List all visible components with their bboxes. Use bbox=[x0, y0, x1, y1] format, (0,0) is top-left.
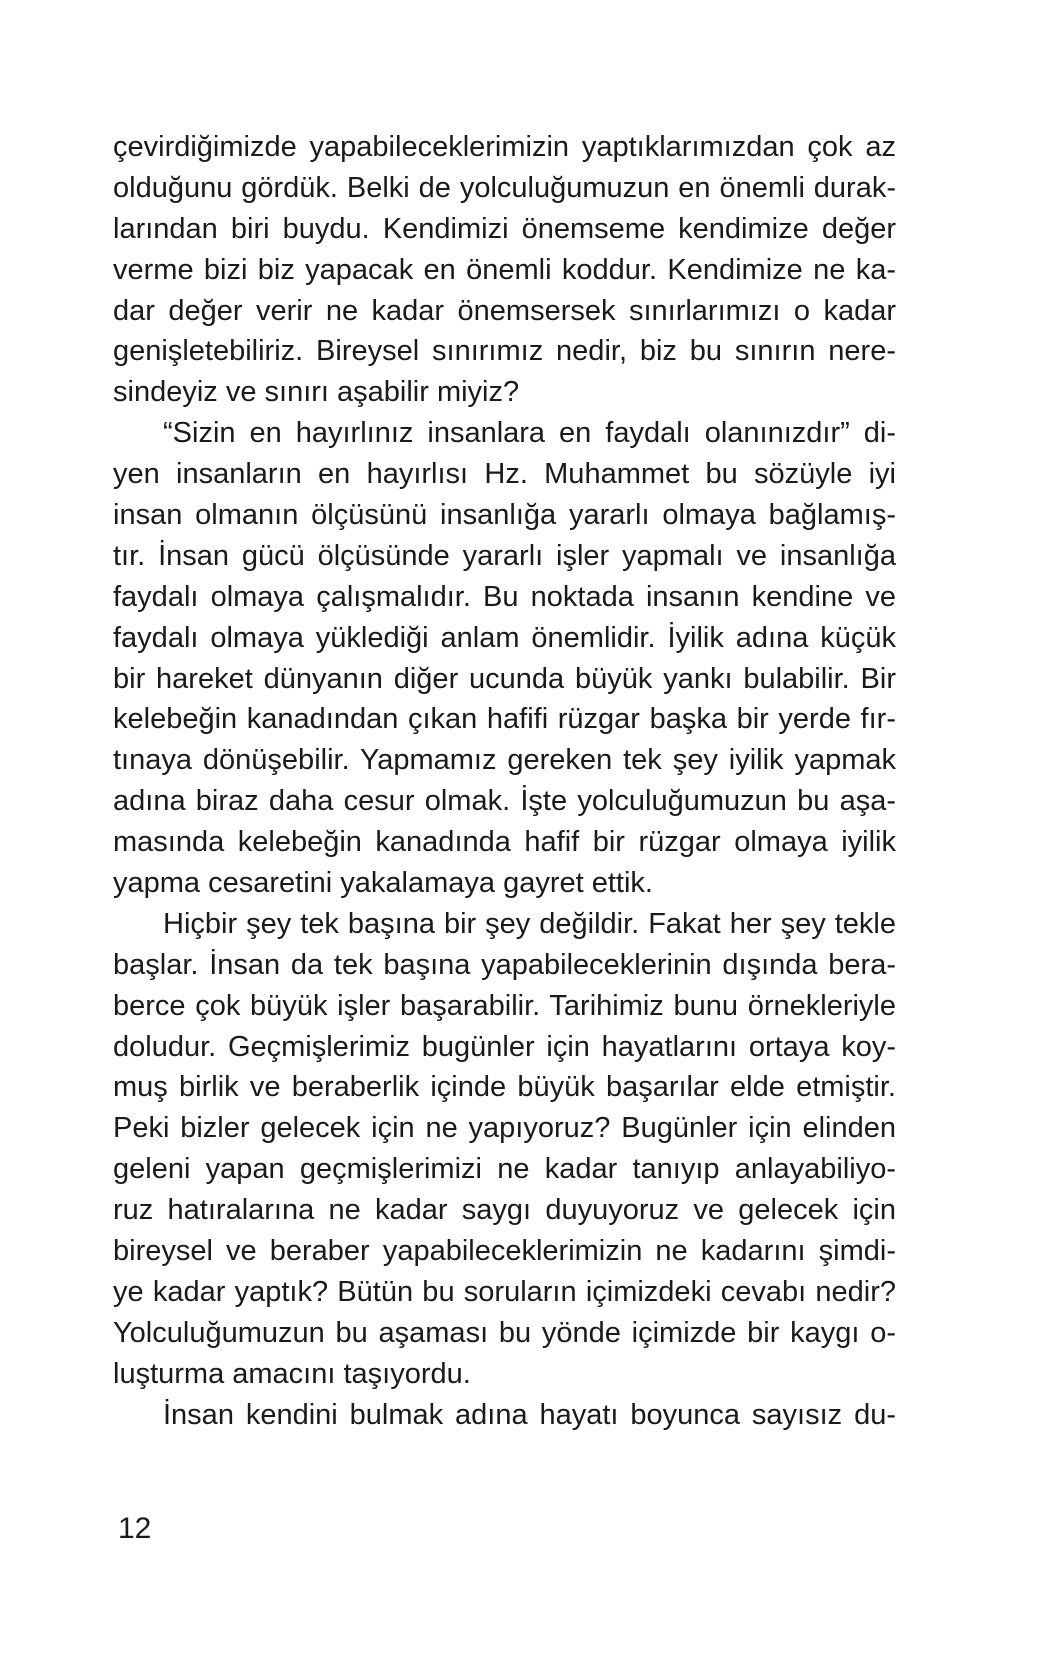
text-line: başlar. İnsan da tek başına yapabileceklerinin dışında bera- bbox=[113, 948, 896, 981]
text-line: tınaya dönüşebilir. Yapmamız gereken tek şey iyilik yapmak bbox=[113, 744, 896, 777]
text-line: berce çok büyük işler başarabilir. Tarihimiz bunu örnekleriyle bbox=[113, 989, 896, 1022]
text-line: verme bizi biz yapacak en önemli koddur. Kendimize ne ka- bbox=[113, 253, 896, 286]
text-line: masında kelebeğin kanadında hafif bir rüzgar olmaya iyilik bbox=[113, 826, 896, 859]
text-line: olduğunu gördük. Belki de yolculuğumuzun en önemli durak- bbox=[113, 171, 896, 204]
text-line: yapma cesaretini yakalamaya gayret ettik. bbox=[113, 867, 653, 900]
text-line: luşturma amacını taşıyordu. bbox=[113, 1357, 471, 1390]
text-line: Hiçbir şey tek başına bir şey değildir. Fakat her şey tekle bbox=[163, 907, 896, 940]
text-line: kelebeğin kanadından çıkan hafifi rüzgar başka bir yerde fır- bbox=[113, 703, 896, 736]
text-line: bir hareket dünyanın diğer ucunda büyük yankı bulabilir. Bir bbox=[113, 662, 896, 695]
text-line: çevirdiğimizde yapabileceklerimizin yaptıklarımızdan çok az bbox=[113, 131, 896, 163]
text-line: yen insanların en hayırlısı Hz. Muhammet bu sözüyle iyi bbox=[113, 458, 896, 491]
text-line: larından biri buydu. Kendimizi önemseme kendimize değer bbox=[113, 212, 896, 245]
text-line: tır. İnsan gücü ölçüsünde yararlı işler yapmalı ve insanlığa bbox=[113, 539, 896, 572]
text-line: geleni yapan geçmişlerimizi ne kadar tanıyıp anlayabiliyo- bbox=[113, 1153, 896, 1186]
text-line: İnsan kendini bulmak adına hayatı boyunca sayısız du- bbox=[163, 1398, 896, 1431]
text-line: genişletebiliriz. Bireysel sınırımız nedir, biz bu sınırın nere- bbox=[113, 335, 896, 368]
text-line: faydalı olmaya yüklediği anlam önemlidir. İyilik adına küçük bbox=[113, 621, 896, 654]
page-number: 12 bbox=[118, 1512, 152, 1545]
text-line: Peki bizler gelecek için ne yapıyoruz? Bugünler için elinden bbox=[113, 1112, 896, 1145]
page-text-block bbox=[113, 127, 896, 1436]
text-line: doludur. Geçmişlerimiz bugünler için hayatlarını ortaya koy- bbox=[113, 1030, 896, 1063]
text-line: sindeyiz ve sınırı aşabilir miyiz? bbox=[113, 376, 520, 409]
text-line: “Sizin en hayırlınız insanlara en faydalı olanınızdır” di- bbox=[163, 417, 896, 450]
text-line: faydalı olmaya çalışmalıdır. Bu noktada insanın kendine ve bbox=[113, 580, 896, 613]
text-line: insan olmanın ölçüsünü insanlığa yararlı olmaya bağlamış- bbox=[113, 499, 896, 532]
text-line: bireysel ve beraber yapabileceklerimizin ne kadarını şimdi- bbox=[113, 1235, 896, 1268]
text-line: Yolculuğumuzun bu aşaması bu yönde içimizde bir kaygı o- bbox=[113, 1316, 896, 1349]
text-line: muş birlik ve beraberlik içinde büyük başarılar elde etmiştir. bbox=[113, 1071, 896, 1104]
text-line: ye kadar yaptık? Bütün bu soruların içimizdeki cevabı nedir? bbox=[113, 1275, 896, 1308]
text-line: ruz hatıralarına ne kadar saygı duyuyoruz ve gelecek için bbox=[113, 1194, 896, 1227]
text-line: dar değer verir ne kadar önemsersek sınırlarımızı o kadar bbox=[113, 294, 896, 327]
text-line: adına biraz daha cesur olmak. İşte yolculuğumuzun bu aşa- bbox=[113, 785, 896, 818]
